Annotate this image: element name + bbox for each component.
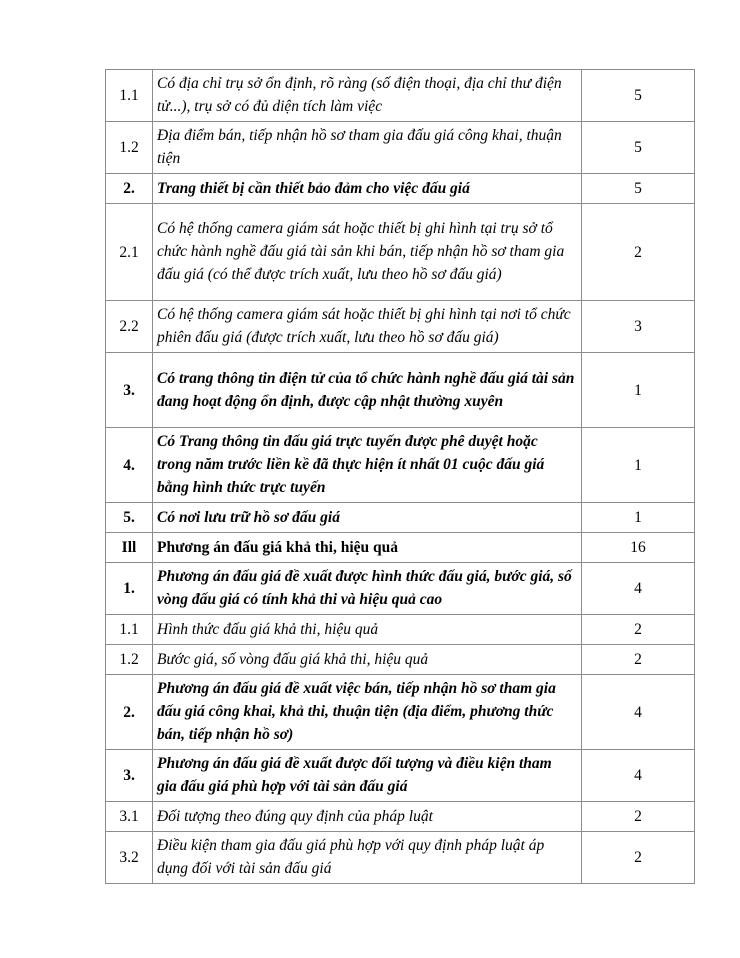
criteria-table xyxy=(105,69,695,884)
row-score: 5 xyxy=(582,174,695,204)
row-score: 1 xyxy=(582,503,695,533)
row-score: 2 xyxy=(582,615,695,645)
row-score: 2 xyxy=(582,832,695,884)
row-number: 1.1 xyxy=(106,615,153,645)
row-criterion: Phương án đấu giá đề xuất được đối tượng và điều kiện tham gia đấu giá phù hợp với tài sản đấu giá xyxy=(153,750,582,802)
row-score: 1 xyxy=(582,428,695,503)
row-number: 1.2 xyxy=(106,645,153,675)
row-score: 5 xyxy=(582,70,695,122)
table-row xyxy=(106,353,695,428)
table-row xyxy=(106,675,695,750)
row-score: 2 xyxy=(582,204,695,301)
row-number: 2.2 xyxy=(106,301,153,353)
row-number: 3. xyxy=(106,353,153,428)
row-number: 3.1 xyxy=(106,802,153,832)
row-criterion: Có hệ thống camera giám sát hoặc thiết bị ghi hình tại trụ sở tổ chức hành nghề đấu giá tài sản khi bán, tiếp nhận hồ sơ tham gia đấu giá (có thể được trích xuất, lưu theo hồ sơ đấu giá) xyxy=(153,204,582,301)
row-criterion: Có trang thông tin điện tử của tổ chức hành nghề đấu giá tài sản đang hoạt động ổn định, được cập nhật thường xuyên xyxy=(153,353,582,428)
row-number: 2.1 xyxy=(106,204,153,301)
row-score: 1 xyxy=(582,353,695,428)
row-criterion: Có nơi lưu trữ hồ sơ đấu giá xyxy=(153,503,582,533)
row-number: 2. xyxy=(106,174,153,204)
table-row xyxy=(106,204,695,301)
row-score: 4 xyxy=(582,750,695,802)
table-row xyxy=(106,645,695,675)
table-row xyxy=(106,174,695,204)
row-number: 3. xyxy=(106,750,153,802)
row-number: Ill xyxy=(106,533,153,563)
row-criterion: Bước giá, số vòng đấu giá khả thi, hiệu quả xyxy=(153,645,582,675)
row-criterion: Có Trang thông tin đấu giá trực tuyến được phê duyệt hoặc trong năm trước liền kề đã thực hiện ít nhất 01 cuộc đấu giá bằng hình thức trực tuyến xyxy=(153,428,582,503)
table-row xyxy=(106,503,695,533)
row-criterion: Trang thiết bị cần thiết bảo đảm cho việc đấu giá xyxy=(153,174,582,204)
table-row xyxy=(106,832,695,884)
table-row xyxy=(106,301,695,353)
row-number: 3.2 xyxy=(106,832,153,884)
row-criterion: Có hệ thống camera giám sát hoặc thiết bị ghi hình tại nơi tổ chức phiên đấu giá (được trích xuất, lưu theo hồ sơ đấu giá) xyxy=(153,301,582,353)
row-criterion: Hình thức đấu giá khả thi, hiệu quả xyxy=(153,615,582,645)
row-score: 2 xyxy=(582,645,695,675)
row-number: 5. xyxy=(106,503,153,533)
row-criterion: Đối tượng theo đúng quy định của pháp luật xyxy=(153,802,582,832)
row-score: 4 xyxy=(582,563,695,615)
row-criterion: Địa điểm bán, tiếp nhận hồ sơ tham gia đấu giá công khai, thuận tiện xyxy=(153,122,582,174)
table-row xyxy=(106,533,695,563)
row-score: 5 xyxy=(582,122,695,174)
row-criterion: Phương án đấu giá đề xuất được hình thức đấu giá, bước giá, số vòng đấu giá có tính khả thi và hiệu quả cao xyxy=(153,563,582,615)
table-row xyxy=(106,122,695,174)
table-row xyxy=(106,563,695,615)
row-score: 3 xyxy=(582,301,695,353)
row-score: 4 xyxy=(582,675,695,750)
row-criterion: Có địa chỉ trụ sở ổn định, rõ ràng (số điện thoại, địa chỉ thư điện tử...), trụ sở có đủ diện tích làm việc xyxy=(153,70,582,122)
table-row xyxy=(106,70,695,122)
row-number: 4. xyxy=(106,428,153,503)
table-row xyxy=(106,750,695,802)
row-number: 2. xyxy=(106,675,153,750)
criteria-table-body xyxy=(106,70,695,884)
row-criterion: Phương án đấu giá đề xuất việc bán, tiếp nhận hồ sơ tham gia đấu giá công khai, khả thi, thuận tiện (địa điểm, phương thức bán, tiếp nhận hồ sơ) xyxy=(153,675,582,750)
row-number: 1.2 xyxy=(106,122,153,174)
table-row xyxy=(106,428,695,503)
row-score: 16 xyxy=(582,533,695,563)
row-score: 2 xyxy=(582,802,695,832)
table-row xyxy=(106,802,695,832)
row-criterion: Phương án đấu giá khả thi, hiệu quả xyxy=(153,533,582,563)
table-row xyxy=(106,615,695,645)
row-criterion: Điều kiện tham gia đấu giá phù hợp với quy định pháp luật áp dụng đối với tài sản đấu giá xyxy=(153,832,582,884)
row-number: 1. xyxy=(106,563,153,615)
row-number: 1.1 xyxy=(106,70,153,122)
